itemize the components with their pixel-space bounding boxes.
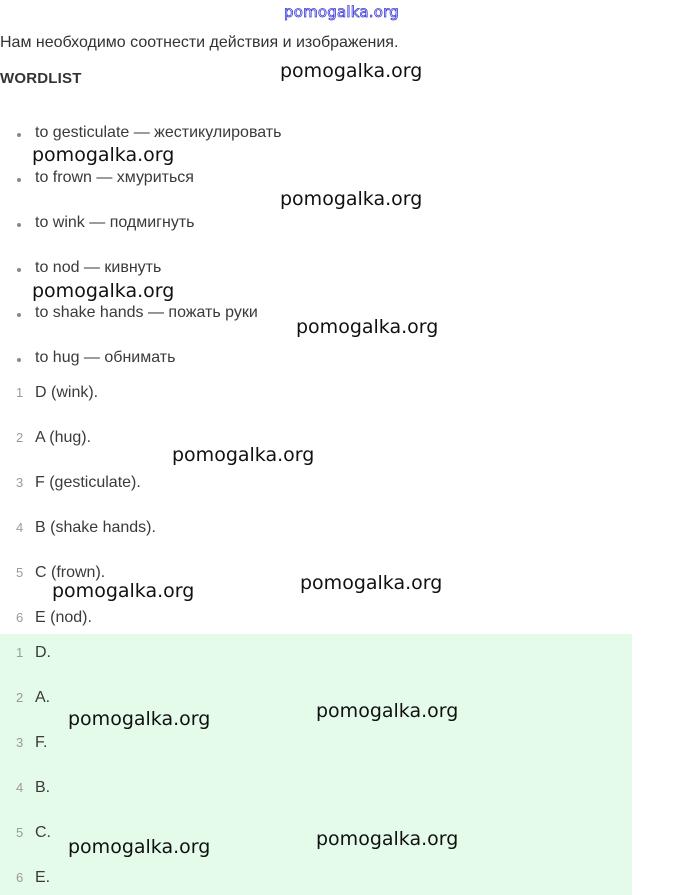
wordlist-item-text: to nod — кивнуть bbox=[35, 259, 162, 276]
wordlist-item-text: to shake hands — пожать руки bbox=[35, 304, 258, 321]
answer-number: 4 bbox=[16, 780, 24, 795]
answer-number: 6 bbox=[16, 610, 24, 625]
answer-text: E. bbox=[35, 869, 51, 886]
answer-text: D. bbox=[35, 644, 51, 661]
wordlist-heading: WORDLIST bbox=[0, 70, 82, 87]
answer-text: E (nod). bbox=[35, 609, 92, 626]
bullet-icon bbox=[17, 313, 21, 317]
watermark: pomogalka.org bbox=[296, 316, 439, 338]
answer-text: C (frown). bbox=[35, 564, 106, 581]
answer-text: F. bbox=[35, 734, 48, 751]
site-logo: pomogalka.org bbox=[284, 3, 399, 21]
bullet-icon bbox=[17, 223, 21, 227]
answer-number: 3 bbox=[16, 475, 24, 490]
wordlist-item-text: to frown — хмуриться bbox=[35, 169, 194, 186]
answer-text: B. bbox=[35, 779, 51, 796]
watermark: pomogalka.org bbox=[300, 572, 443, 594]
watermark: pomogalka.org bbox=[172, 444, 315, 466]
answer-number: 1 bbox=[16, 645, 24, 660]
answer-text: C. bbox=[35, 824, 51, 841]
answer-number: 4 bbox=[16, 520, 24, 535]
answer-number: 5 bbox=[16, 565, 24, 580]
answer-text: B (shake hands). bbox=[35, 519, 156, 536]
answer-number: 1 bbox=[16, 385, 24, 400]
answer-number: 2 bbox=[16, 430, 24, 445]
answer-text: F (gesticulate). bbox=[35, 474, 141, 491]
watermark: pomogalka.org bbox=[32, 280, 175, 302]
answer-text: D (wink). bbox=[35, 384, 99, 401]
bullet-icon bbox=[17, 178, 21, 182]
bullet-icon bbox=[17, 358, 21, 362]
watermark: pomogalka.org bbox=[280, 188, 423, 210]
wordlist-item-text: to wink — подмигнуть bbox=[35, 214, 195, 231]
watermark: pomogalka.org bbox=[316, 700, 459, 722]
answer-number: 3 bbox=[16, 735, 24, 750]
wordlist-item-text: to gesticulate — жестикулировать bbox=[35, 124, 282, 141]
bullet-icon bbox=[17, 268, 21, 272]
answer-number: 2 bbox=[16, 690, 24, 705]
watermark: pomogalka.org bbox=[68, 836, 211, 858]
intro-text: Нам необходимо соотнести действия и изображения. bbox=[0, 34, 399, 51]
watermark: pomogalka.org bbox=[316, 828, 459, 850]
answer-text: A (hug). bbox=[35, 429, 92, 446]
wordlist-item-text: to hug — обнимать bbox=[35, 349, 176, 366]
watermark: pomogalka.org bbox=[280, 60, 423, 82]
watermark: pomogalka.org bbox=[32, 144, 175, 166]
answer-number: 6 bbox=[16, 870, 24, 885]
watermark: pomogalka.org bbox=[68, 708, 211, 730]
answer-number: 5 bbox=[16, 825, 24, 840]
watermark: pomogalka.org bbox=[52, 580, 195, 602]
bullet-icon bbox=[17, 133, 21, 137]
answer-text: A. bbox=[35, 689, 51, 706]
